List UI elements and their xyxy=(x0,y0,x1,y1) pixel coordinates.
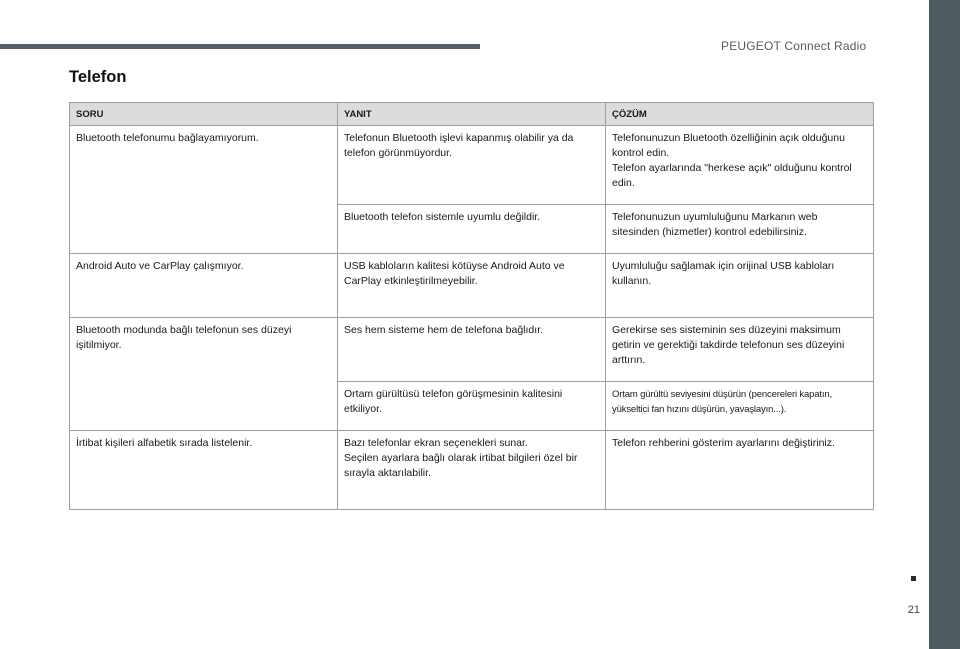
table-row xyxy=(70,431,874,510)
answer-text: Bluetooth telefon sistemle uyumlu değildir. xyxy=(344,211,541,223)
answer-cell xyxy=(338,254,606,318)
question-cell xyxy=(70,126,338,254)
answer-cell xyxy=(338,382,606,431)
page-number: 21 xyxy=(907,604,920,616)
question-text: İrtibat kişileri alfabetik sırada listelenir. xyxy=(76,437,253,449)
solution-cell xyxy=(606,254,874,318)
page-title: Telefon xyxy=(69,68,127,86)
answer-text: Bazı telefonlar ekran seçenekleri sunar. xyxy=(344,437,528,449)
question-cell xyxy=(70,318,338,431)
solution-text: Uyumluluğu sağlamak için orijinal USB kabloları kullanın. xyxy=(612,260,835,287)
solution-cell xyxy=(606,318,874,382)
solution-text: Ortam gürültü seviyesini düşürün (pencereleri kapatın, yükseltici fan hızını düşürün, yavaşlayın...). xyxy=(612,389,833,415)
table-row xyxy=(70,254,874,318)
solution-text: Gerekirse ses sisteminin ses düzeyini maksimum getirin ve gerektiği takdirde telefonun ses düzeyini arttırın. xyxy=(612,324,845,366)
page-marker xyxy=(911,576,916,581)
table-header-row xyxy=(70,103,874,126)
answer-cell xyxy=(338,318,606,382)
solution-cell xyxy=(606,205,874,254)
question-cell xyxy=(70,431,338,510)
side-band xyxy=(929,0,960,649)
solution-cell xyxy=(606,431,874,510)
table-row xyxy=(70,318,874,382)
faq-table xyxy=(69,102,874,510)
answer-text: USB kabloların kalitesi kötüyse Android Auto ve CarPlay etkinleştirilmeyebilir. xyxy=(344,260,565,287)
answer-cell xyxy=(338,205,606,254)
question-text: Bluetooth modunda bağlı telefonun ses düzeyi işitilmiyor. xyxy=(76,324,292,351)
answer-text: Ortam gürültüsü telefon görüşmesinin kalitesini etkiliyor. xyxy=(344,388,563,415)
question-text: Android Auto ve CarPlay çalışmıyor. xyxy=(76,260,244,272)
answer-text: Seçilen ayarlara bağlı olarak irtibat bilgileri özel bir sırayla aktarılabilir. xyxy=(344,452,578,479)
header-rule xyxy=(0,44,480,49)
solution-cell xyxy=(606,126,874,205)
solution-text: Telefonunuzun Bluetooth özelliğinin açık olduğunu kontrol edin. xyxy=(612,132,845,159)
question-text: Bluetooth telefonumu bağlayamıyorum. xyxy=(76,132,259,144)
header-answer: YANIT xyxy=(338,103,606,126)
solution-text: Telefon rehberini gösterim ayarlarını değiştiriniz. xyxy=(612,437,835,449)
solution-text: Telefon ayarlarında "herkese açık" olduğunu kontrol edin. xyxy=(612,162,852,189)
question-cell xyxy=(70,254,338,318)
solution-text: Telefonunuzun uyumluluğunu Markanın web sitesinden (hizmetler) kontrol edebilirsiniz. xyxy=(612,211,818,238)
table-row xyxy=(70,126,874,205)
answer-text: Ses hem sisteme hem de telefona bağlıdır. xyxy=(344,324,544,336)
answer-cell xyxy=(338,431,606,510)
header-question: SORU xyxy=(70,103,338,126)
answer-cell xyxy=(338,126,606,205)
manual-header-title: PEUGEOT Connect Radio xyxy=(721,39,867,53)
header-solution: ÇÖZÜM xyxy=(606,103,874,126)
answer-text: Telefonun Bluetooth işlevi kapanmış olabilir ya da telefon görünmüyordur. xyxy=(344,132,574,159)
solution-cell xyxy=(606,382,874,431)
